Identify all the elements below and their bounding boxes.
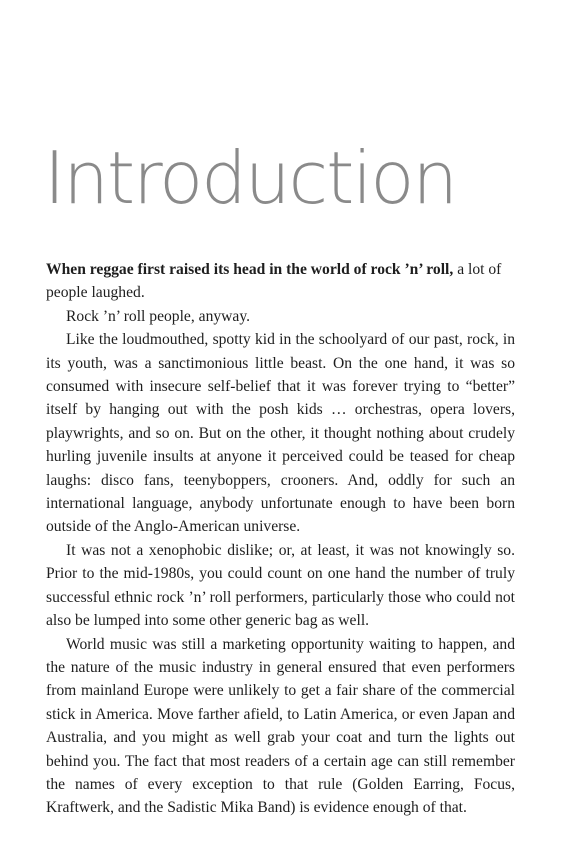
paragraph-1-text: a lot of people laughed. [46,261,502,302]
chapter-body [46,258,515,820]
chapter-title: Introduction [44,136,457,220]
paragraph-1 [46,258,515,305]
paragraph-lead-in: When reggae first raised its head in the world of rock ’n’ roll, [46,261,454,278]
paragraph-4: It was not a xenophobic dislike; or, at least, it was not knowingly so. Prior to the mid-1980s, you could count on one hand the number of truly successful ethnic rock ’n’ roll performers, particularly those who could not also be lumped into some other generic bag as well. [46,541,515,630]
paragraph-5: World music was still a marketing opportunity waiting to happen, and the nature of the music industry in general ensured that even performers from mainland Europe were unlikely to get a fair share of the commercial stick in America. Move farther afield, to Latin America, or even Japan and Australia, and you might as well grab your coat and turn the lights out behind you. The fact that most readers of a certain age can still remember the names of every exception to that rule (Golden Earring, Focus, Kraftwerk, and the Sadistic Mika Band) is evidence enough of that. [46,635,515,817]
paragraph-3: Like the loudmouthed, spotty kid in the schoolyard of our past, rock, in its youth, was a sanctimonious little beast. On the one hand, it was so consumed with insecure self-belief that it was forever trying to “better” itself by hanging out with the posh kids … orchestras, opera lovers, playwrights, and so on. But on the other, it thought nothing about crudely hurling juvenile insults at anyone it perceived could be teased for cheap laughs: disco fans, teenyboppers, crooners. And, oddly for such an international language, anybody unfortunate enough to have been born outside of the Anglo-American universe. [46,331,515,536]
paragraph-2: Rock ’n’ roll people, anyway. [66,307,251,325]
